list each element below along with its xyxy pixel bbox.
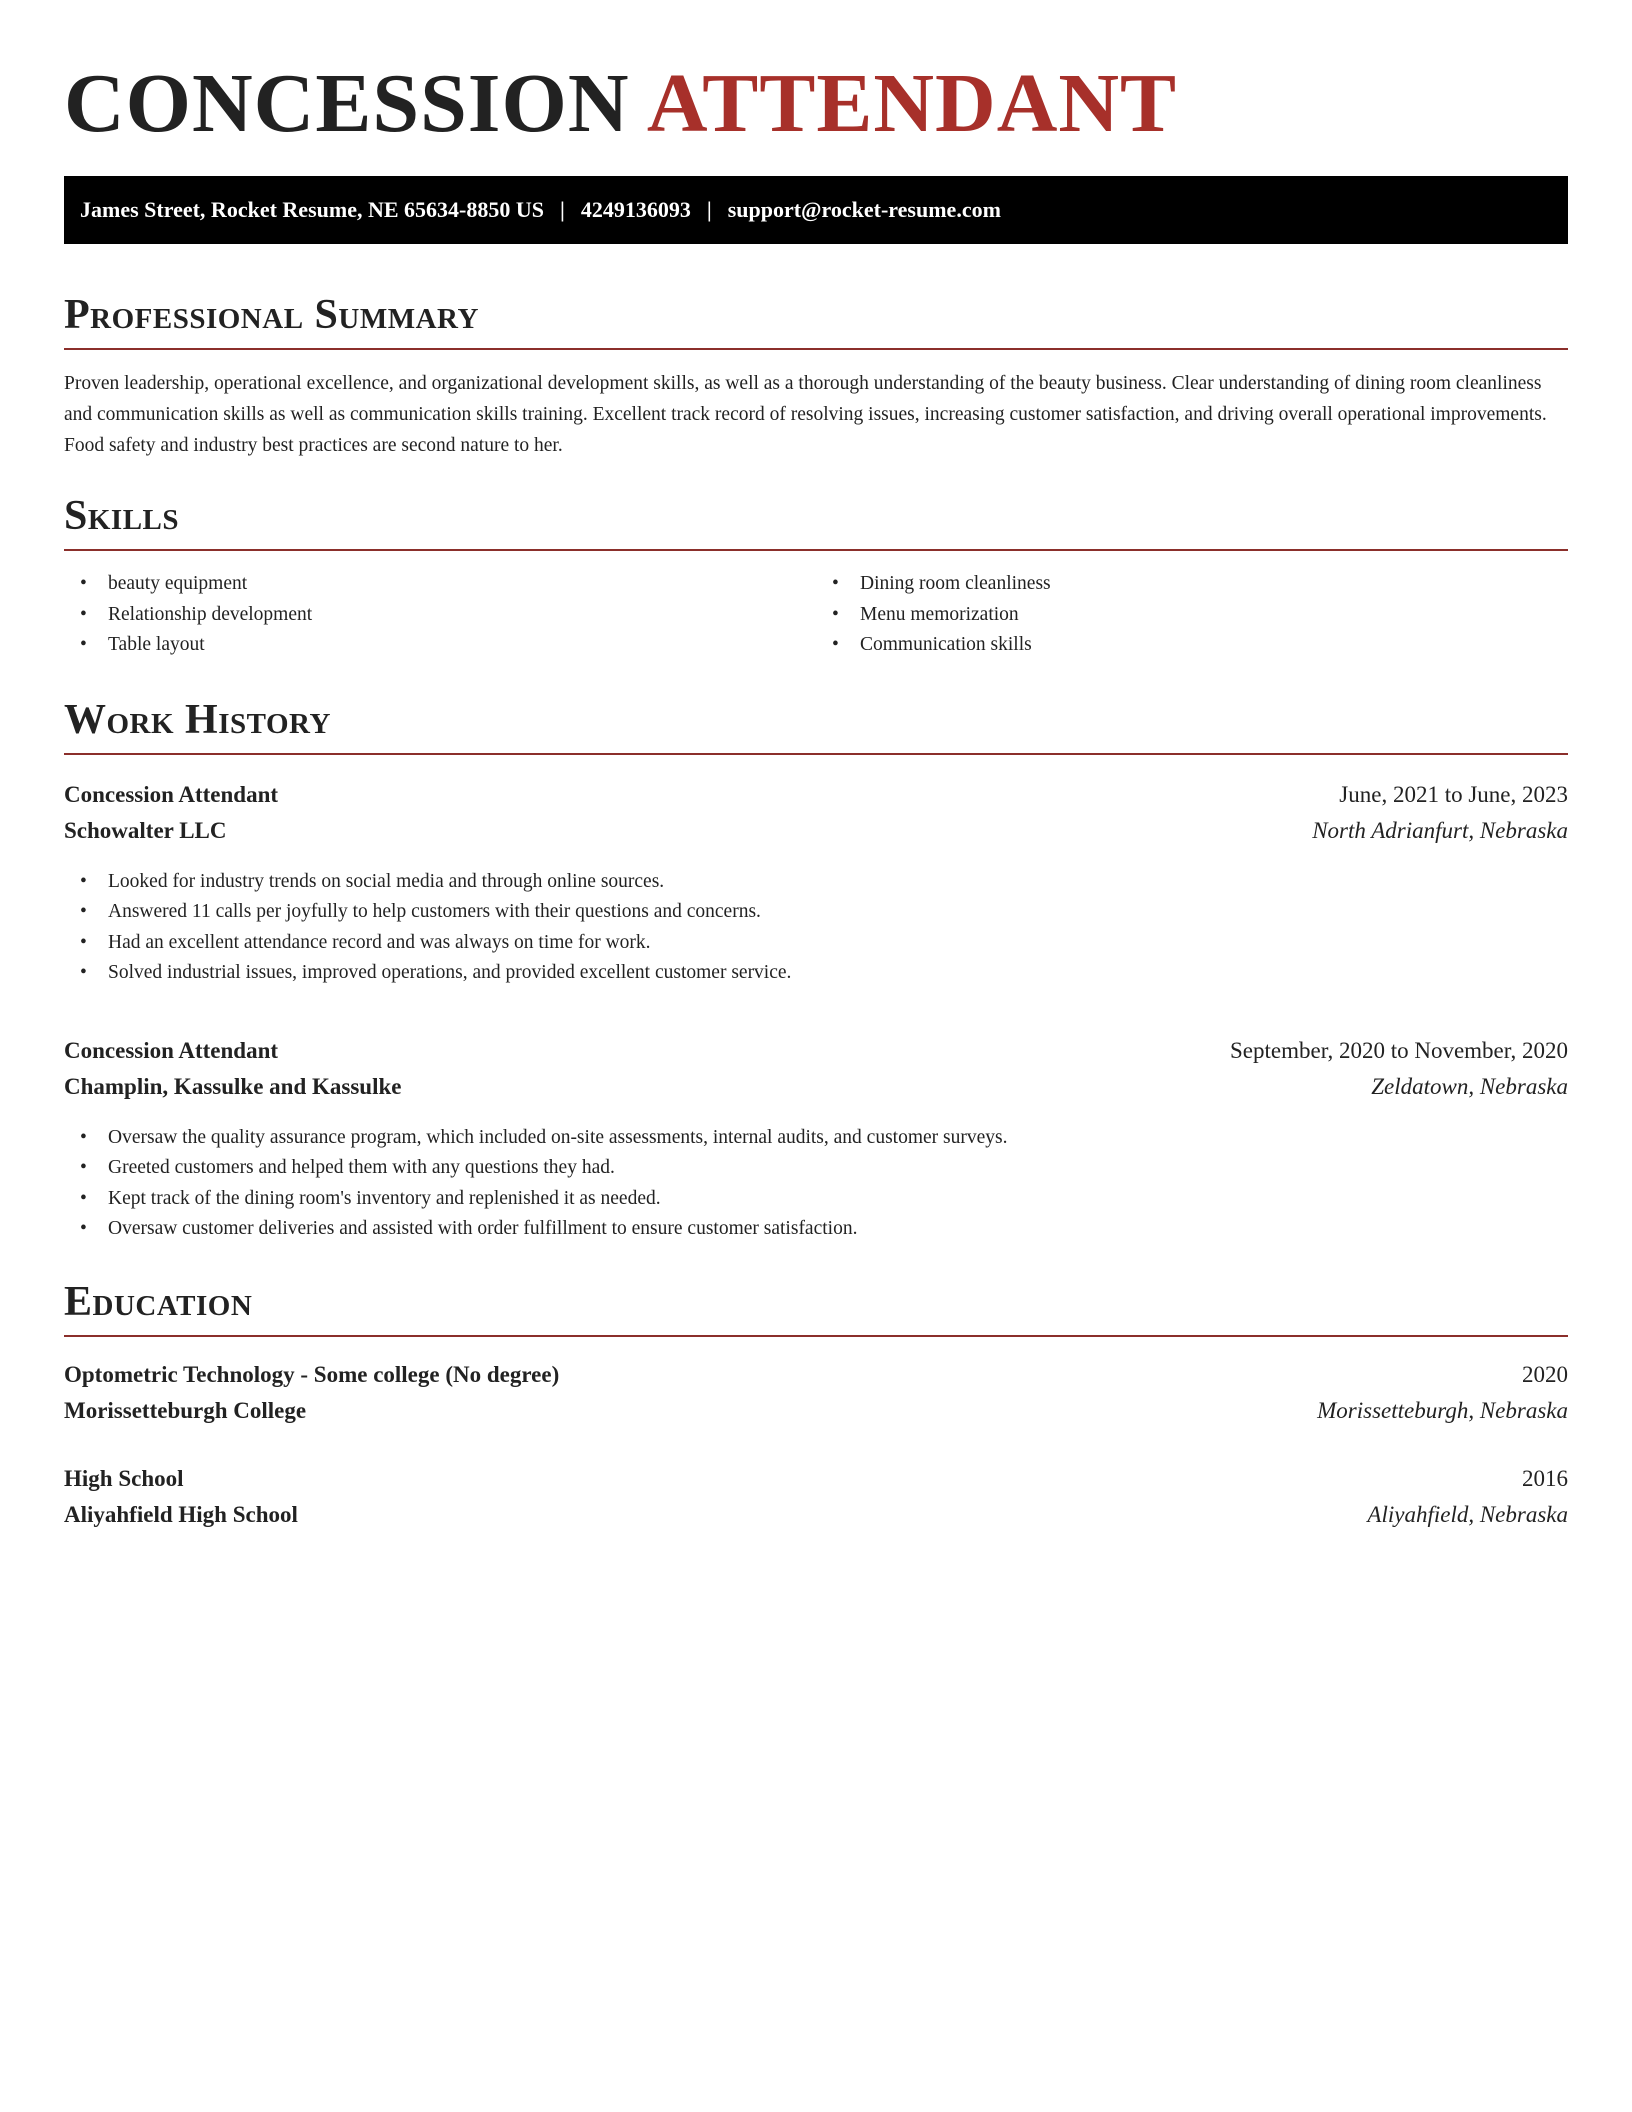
- contact-bar: [64, 176, 1568, 244]
- education-year: 2020: [1522, 1361, 1568, 1387]
- skill-item: • Menu memorization: [816, 600, 1568, 631]
- resume-name: [64, 56, 1568, 152]
- job-dates: September, 2020 to November, 2020: [1230, 1037, 1568, 1063]
- contact-separator: |: [706, 197, 712, 222]
- skills-column-right: [816, 569, 1568, 661]
- education-header-row: [64, 1357, 1568, 1393]
- education-location: Morissetteburgh, Nebraska: [1317, 1397, 1568, 1423]
- job-duty: • Looked for industry trends on social media and through online sources.: [64, 867, 1568, 898]
- education-entry: [64, 1357, 1568, 1429]
- skill-item: • Dining room cleanliness: [816, 569, 1568, 600]
- education-section: [64, 1277, 1568, 1533]
- job-duty: • Answered 11 calls per joyfully to help customers with their questions and concerns.: [64, 897, 1568, 928]
- section-divider: [64, 348, 1568, 350]
- skills-section: [64, 491, 1568, 661]
- skill-item: • Relationship development: [64, 600, 816, 631]
- education-location: Aliyahfield, Nebraska: [1367, 1501, 1568, 1527]
- job-entry: [64, 777, 1568, 989]
- job-duty: • Solved industrial issues, improved operations, and provided excellent customer service.: [64, 958, 1568, 989]
- job-company: Schowalter LLC: [64, 817, 227, 843]
- contact-address: James Street, Rocket Resume, NE 65634-8850 US: [80, 197, 544, 222]
- education-title: Education: [64, 1278, 253, 1325]
- section-divider: [64, 1335, 1568, 1337]
- skill-item: • beauty equipment: [64, 569, 816, 600]
- job-duty: • Kept track of the dining room's inventory and replenished it as needed.: [64, 1184, 1568, 1215]
- skill-item: • Table layout: [64, 630, 816, 661]
- summary-title: Professional Summary: [64, 292, 479, 338]
- skills-column-left: [64, 569, 816, 661]
- work-history-title: Work History: [64, 696, 331, 743]
- job-duties-list: [64, 867, 1568, 989]
- section-divider: [64, 549, 1568, 551]
- job-company: Champlin, Kassulke and Kassulke: [64, 1073, 402, 1099]
- education-degree: Optometric Technology - Some college (No degree): [64, 1361, 560, 1387]
- job-header-row: [64, 1033, 1568, 1069]
- job-duty: • Greeted customers and helped them with any questions they had.: [64, 1153, 1568, 1184]
- education-year: 2016: [1522, 1465, 1568, 1491]
- summary-section: [64, 290, 1568, 461]
- education-header-row: [64, 1461, 1568, 1497]
- name-first: CONCESSION: [64, 57, 630, 150]
- job-location: Zeldatown, Nebraska: [1371, 1073, 1568, 1099]
- skills-title: Skills: [64, 493, 180, 539]
- job-header-row: [64, 777, 1568, 813]
- job-entry: [64, 1033, 1568, 1245]
- education-school: Aliyahfield High School: [64, 1501, 298, 1527]
- skill-item: • Communication skills: [816, 630, 1568, 661]
- job-location: North Adrianfurt, Nebraska: [1312, 817, 1568, 843]
- work-history-section: [64, 695, 1568, 1245]
- section-divider: [64, 753, 1568, 755]
- job-dates: June, 2021 to June, 2023: [1339, 781, 1568, 807]
- education-entry: [64, 1461, 1568, 1533]
- contact-separator: |: [559, 197, 565, 222]
- job-duty: • Had an excellent attendance record and was always on time for work.: [64, 928, 1568, 959]
- contact-email: support@rocket-resume.com: [727, 197, 1001, 222]
- name-last: ATTENDANT: [646, 57, 1178, 150]
- job-duty: • Oversaw the quality assurance program, which included on-site assessments, internal audits, and customer surveys.: [64, 1123, 1568, 1154]
- summary-text: Proven leadership, operational excellence, and organizational development skills, as well as a thorough understanding of the beauty business. Clear understanding of dining room cleanliness and communication skills as well as communication skills training. Excellent track record of resolving issues, increasing customer satisfaction, and driving overall operational improvements. Food safety and industry best practices are second nature to her.: [64, 373, 1547, 456]
- job-company-row: [64, 1069, 1568, 1105]
- job-position: Concession Attendant: [64, 1037, 279, 1063]
- skills-grid: [64, 569, 1568, 661]
- job-duty: • Oversaw customer deliveries and assisted with order fulfillment to ensure customer satisfaction.: [64, 1214, 1568, 1245]
- education-school: Morissetteburgh College: [64, 1397, 307, 1423]
- job-position: Concession Attendant: [64, 781, 279, 807]
- education-school-row: [64, 1497, 1568, 1533]
- job-company-row: [64, 813, 1568, 849]
- contact-phone: 4249136093: [580, 197, 691, 222]
- education-degree: High School: [64, 1465, 184, 1491]
- education-school-row: [64, 1393, 1568, 1429]
- job-duties-list: [64, 1123, 1568, 1245]
